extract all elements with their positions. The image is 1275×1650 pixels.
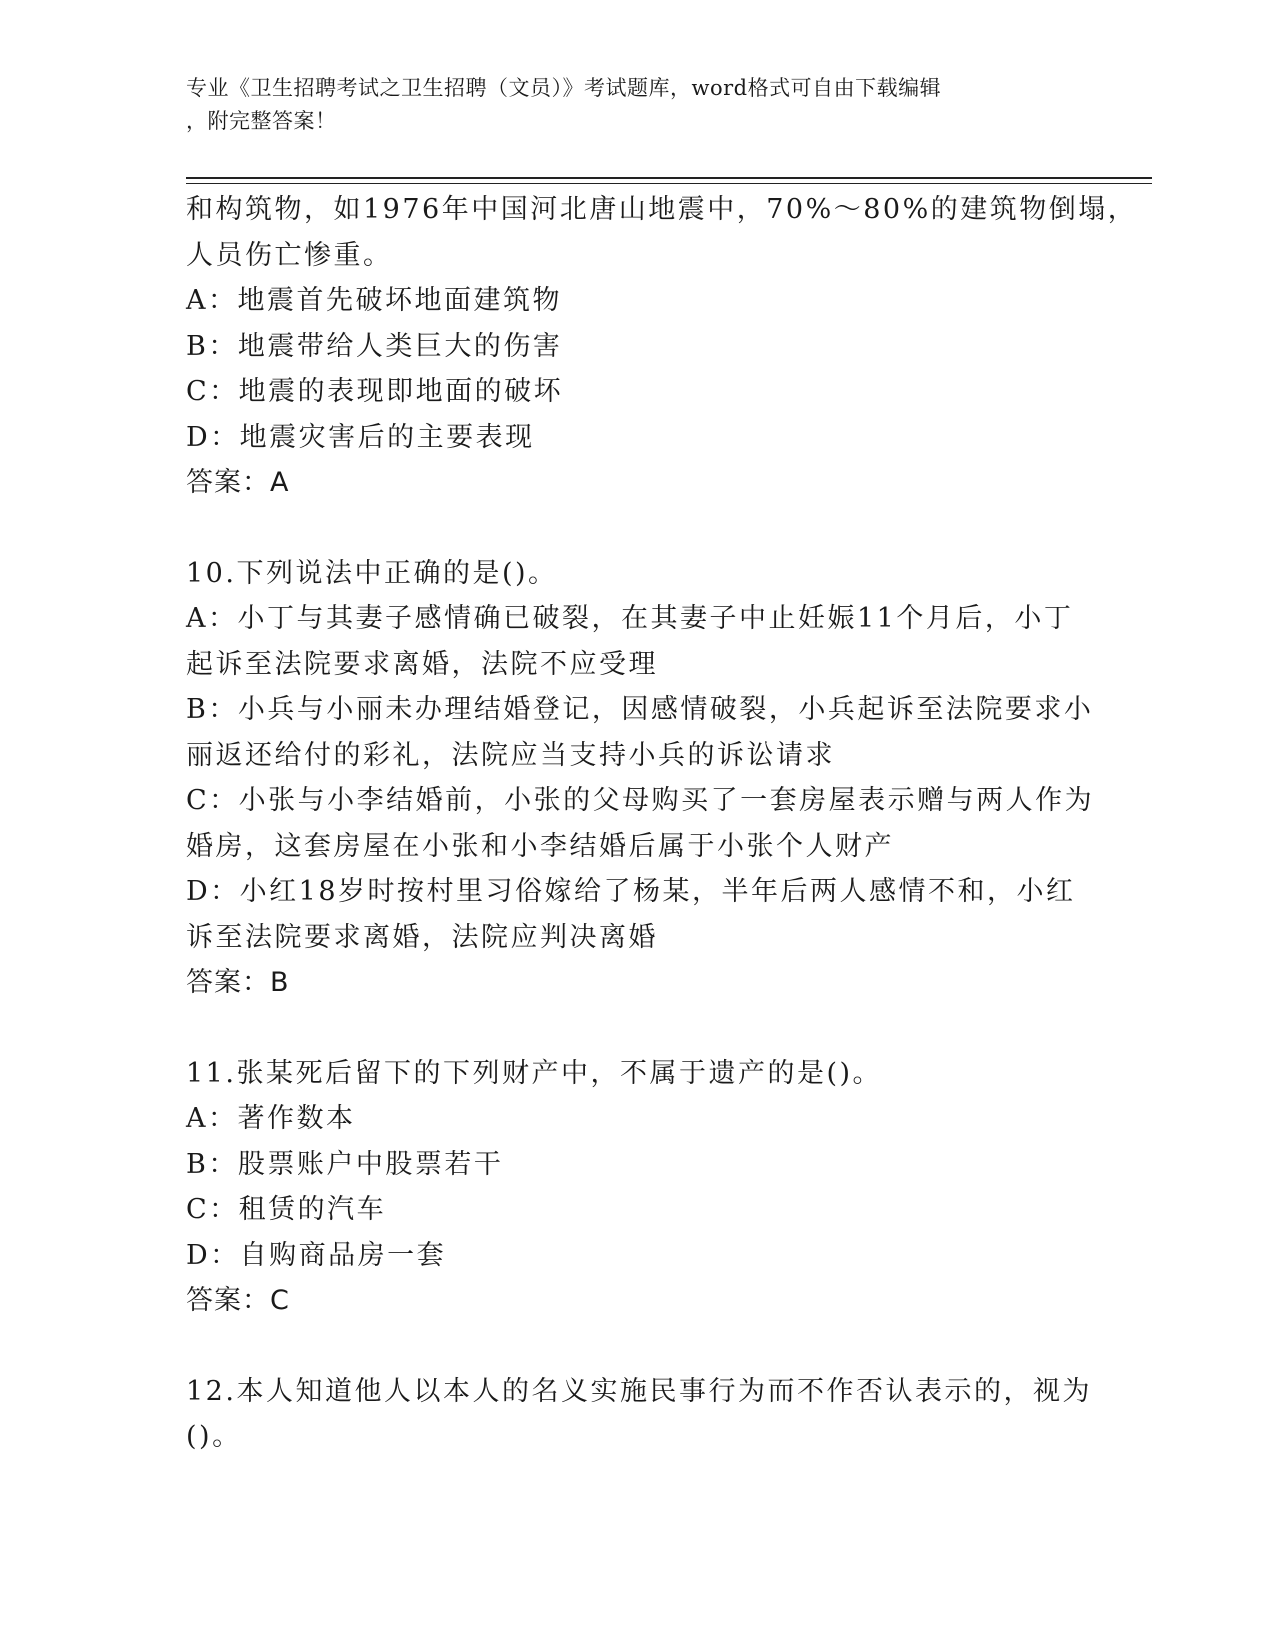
header-rule-thin	[186, 183, 1152, 184]
answer: 答案：A	[186, 467, 290, 498]
question-continuation: 和构筑物，如1976年中国河北唐山地震中，70%～80%的建筑物倒塌，	[186, 194, 1138, 225]
option-c: C：地震的表现即地面的破坏	[186, 376, 564, 407]
question-text-continued: ()。	[186, 1421, 242, 1452]
document-header	[186, 72, 1066, 138]
option-d: D：自购商品房一套	[186, 1239, 447, 1271]
option-d: D：小红18岁时按村里习俗嫁给了杨某，半年后两人感情不和，小红	[186, 876, 1076, 907]
option-d-continued: 诉至法院要求离婚，法院应判决离婚	[186, 921, 658, 953]
answer: 答案：C	[186, 1285, 290, 1316]
answer: 答案：B	[186, 967, 290, 998]
option-c-continued: 婚房，这套房屋在小张和小李结婚后属于小张个人财产	[186, 830, 894, 862]
option-c: C：小张与小李结婚前，小张的父母购买了一套房屋表示赠与两人作为	[186, 785, 1095, 816]
option-a: A：著作数本	[186, 1103, 356, 1134]
header-line-1: 专业《卫生招聘考试之卫生招聘（文员）》考试题库，word格式可自由下载编辑	[186, 76, 942, 100]
option-a-continued: 起诉至法院要求离婚，法院不应受理	[186, 648, 658, 680]
header-line-2: ，附完整答案！	[186, 109, 337, 133]
option-a: A：小丁与其妻子感情确已破裂，在其妻子中止妊娠11个月后，小丁	[186, 603, 1074, 634]
option-c: C：租赁的汽车	[186, 1194, 387, 1225]
option-b-continued: 丽返还给付的彩礼，法院应当支持小兵的诉讼请求	[186, 739, 835, 771]
option-b: B：小兵与小丽未办理结婚登记，因感情破裂，小兵起诉至法院要求小	[186, 694, 1094, 725]
question-9	[186, 187, 1138, 506]
document-body	[186, 187, 1138, 1460]
question-text: 11.张某死后留下的下列财产中，不属于遗产的是()。	[186, 1057, 883, 1089]
question-10	[186, 551, 1095, 1006]
question-text: 12.本人知道他人以本人的名义实施民事行为而不作否认表示的，视为	[186, 1375, 1092, 1407]
option-d: D：地震灾害后的主要表现	[186, 421, 535, 453]
option-a: A：地震首先破坏地面建筑物	[186, 285, 562, 316]
option-b: B：地震带给人类巨大的伤害	[186, 330, 563, 362]
option-b: B：股票账户中股票若干	[186, 1148, 504, 1180]
question-11	[186, 1051, 1086, 1324]
question-text: 10.下列说法中正确的是()。	[186, 557, 558, 589]
question-continuation: 人员伤亡惨重。	[186, 239, 393, 271]
question-12	[186, 1369, 1092, 1460]
header-rule-thick	[186, 177, 1152, 179]
